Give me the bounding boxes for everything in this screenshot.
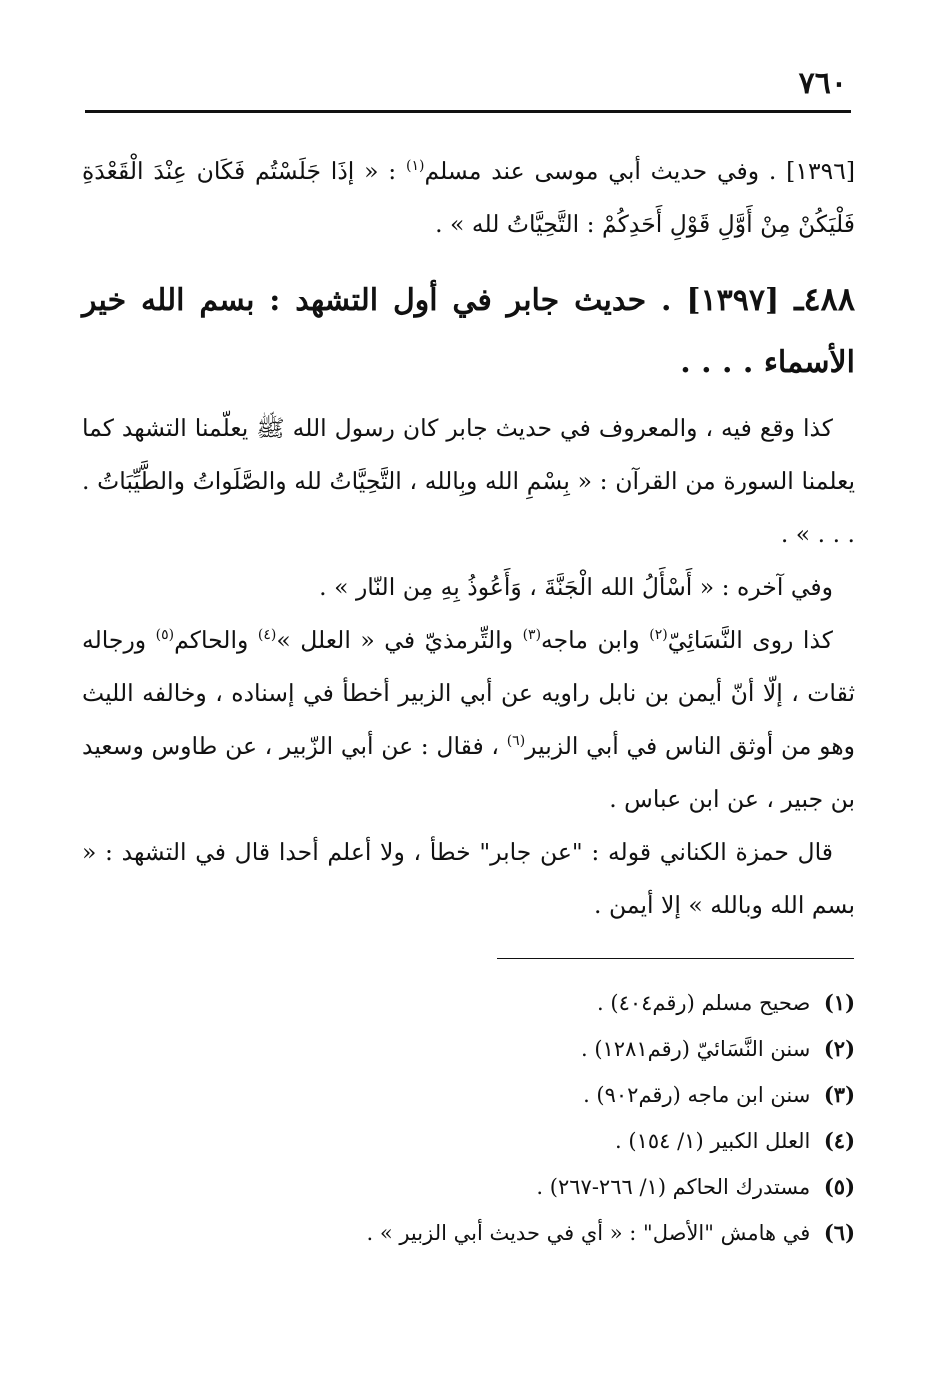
footnote-text: سنن النَّسَائيّ (رقم١٢٨١) . <box>580 1037 811 1061</box>
body-paragraph-3 <box>82 614 855 826</box>
footnote-mark: (٣) <box>823 1082 855 1107</box>
footnote-text: سنن ابن ماجه (رقم٩٠٢) . <box>583 1083 811 1107</box>
section-heading-488 <box>82 268 855 394</box>
main-body <box>82 402 855 932</box>
footnote-ref-1[interactable]: (١) <box>405 158 425 175</box>
footnote-separator <box>497 958 854 959</box>
body-paragraph-4: قال حمزة الكناني قوله : "عن جابر" خطأ ، ولا أعلم أحدا قال في التشهد : « بسم الله وبالله » إلا أيمن . <box>82 838 855 919</box>
paragraph-1-line-1-rest: : « إذَا جَلَسْتُم فَكَان عِنْدَ <box>153 157 406 185</box>
body-paragraph-2: وفي آخره : « أَسْأَلُ الله الْجَنَّةَ ، وَأَعُوذُ بِهِ مِن النّار » . <box>319 573 833 601</box>
p3-part-c: والتِّرمذيّ في « العلل » <box>276 626 523 654</box>
footnote-mark: (٢) <box>823 1036 855 1061</box>
p3-part-a: كذا روى النَّسَائِيّ <box>667 626 833 654</box>
paragraph-1396 <box>82 145 855 251</box>
heading-text: [١٣٩٧] . حديث جابر في أول التشهد : بسم الله خير الأسماء . . . . <box>82 283 855 380</box>
footnote-4 <box>82 1118 855 1164</box>
footnote-3 <box>82 1072 855 1118</box>
footnote-1 <box>82 980 855 1026</box>
footnote-6 <box>82 1210 855 1256</box>
footnote-5 <box>82 1164 855 1210</box>
footnote-mark: (٥) <box>823 1174 855 1199</box>
footnote-ref-5[interactable]: (٥) <box>155 627 175 644</box>
footnote-ref-4[interactable]: (٤) <box>257 627 277 644</box>
footnote-text: في هامش "الأصل" : « أي في حديث أبي الزبير » . <box>366 1221 811 1245</box>
page-number: ٧٦٠ <box>798 66 847 101</box>
footnote-ref-3[interactable]: (٣) <box>522 627 542 644</box>
paragraph-1-line-2: الْقَعْدَةِ فَلْيَكُنْ مِنْ أَوَّلِ قَوْلِ أَحَدِكُمْ : التَّحِيَّاتُ لله » . <box>82 157 855 238</box>
footnote-ref-6[interactable]: (٦) <box>506 733 526 750</box>
p3-part-b: وابن ماجه <box>541 626 650 654</box>
p3-part-e: ورجاله ثقات ، إلّا أنّ أيمن بن نابل راويه عن أبي الزبير أخطأ في إسناده ، وخالفه الليث وهو من أوثق الناس في أبي الزبير <box>82 626 855 760</box>
footnote-ref-2[interactable]: (٢) <box>649 627 668 644</box>
footnotes <box>82 980 855 1256</box>
footnote-mark: (٦) <box>823 1220 855 1245</box>
header-rule <box>85 110 851 113</box>
footnote-mark: (٤) <box>823 1128 855 1153</box>
p3-part-f: ، فقال : عن أبي الزّبير ، عن طاوس وسعيد بن جبير ، عن ابن عباس . <box>82 732 855 813</box>
footnote-text: العلل الكبير (١/ ١٥٤) . <box>615 1129 811 1153</box>
paragraph-1-line-1: [١٣٩٦] . وفي حديث أبي موسى عند مسلم <box>424 157 855 185</box>
footnote-text: مستدرك الحاكم (١/ ٢٦٦-٢٦٧) . <box>536 1175 811 1199</box>
body-paragraph-1: كذا وقع فيه ، والمعروف في حديث جابر كان رسول الله ﷺ يعلّمنا التشهد كما يعلمنا السورة من القرآن : « بِسْمِ الله وبِالله ، التَّحِيَّاتُ لله والصَّلَواتُ والطَّيِّبَاتُ . . . . » . <box>82 414 855 548</box>
footnote-text: صحيح مسلم (رقم٤٠٤) . <box>597 991 811 1015</box>
footnote-2 <box>82 1026 855 1072</box>
heading-number: ٤٨٨ـ <box>794 280 855 318</box>
p3-part-d: والحاكم <box>174 626 258 654</box>
footnote-mark: (١) <box>823 990 855 1015</box>
